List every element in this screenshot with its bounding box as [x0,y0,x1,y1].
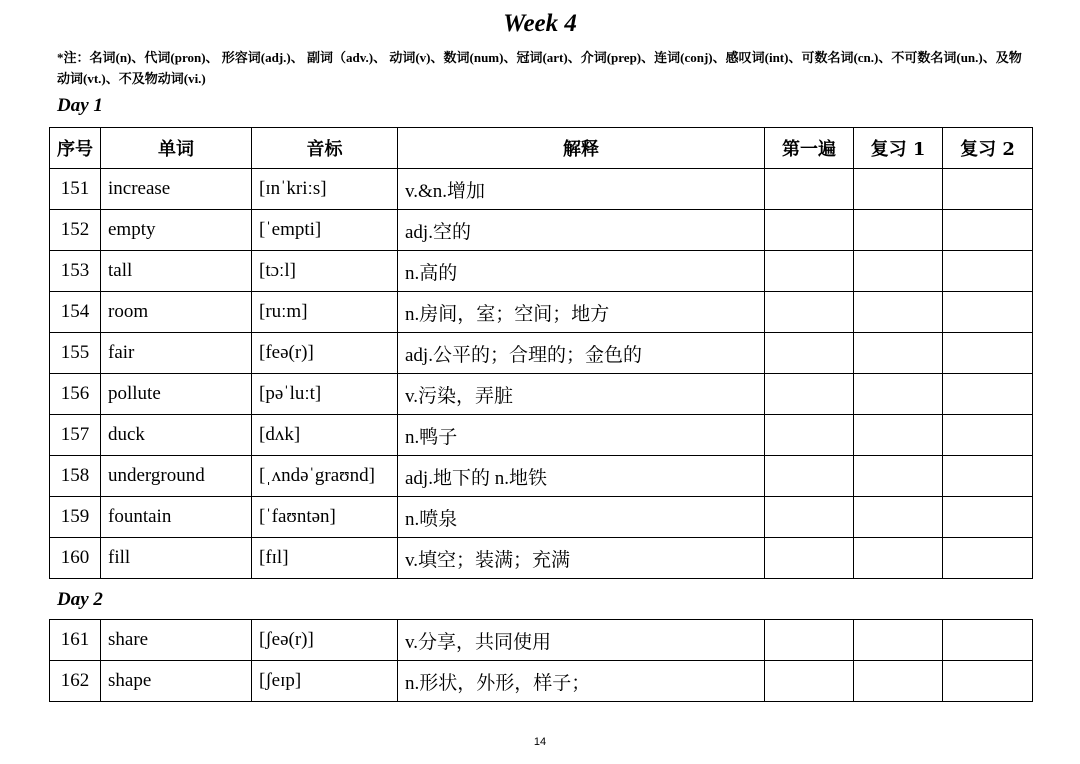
review-1-cell [854,210,943,251]
review-2-cell [943,210,1033,251]
review-2-cell [943,333,1033,374]
word-text: underground [101,456,252,497]
word-number: 154 [50,292,101,333]
word-meaning: n.鸭子 [398,415,765,456]
first-pass-cell [765,538,854,579]
col-header-phonetic: 音标 [252,128,398,169]
table-header-row [50,128,1033,169]
word-text: pollute [101,374,252,415]
day-2-heading: Day 2 [57,589,103,610]
first-pass-cell [765,374,854,415]
table-row [50,292,1033,333]
review-1-cell [854,251,943,292]
word-text: room [101,292,252,333]
table-row [50,415,1033,456]
word-text: tall [101,251,252,292]
word-text: duck [101,415,252,456]
word-meaning: adj.空的 [398,210,765,251]
word-phonetic: [pəˈluːt] [252,374,398,415]
word-phonetic: [ˈempti] [252,210,398,251]
day-1-heading: Day 1 [57,95,103,116]
table-row [50,538,1033,579]
col-header-word: 单词 [101,128,252,169]
word-text: share [101,620,252,661]
word-meaning: adj.地下的 n.地铁 [398,456,765,497]
review-2-cell [943,456,1033,497]
word-phonetic: [ʃeə(r)] [252,620,398,661]
first-pass-cell [765,169,854,210]
word-meaning: adj.公平的；合理的；金色的 [398,333,765,374]
col-header-first: 第一遍 [765,128,854,169]
review-1-cell [854,620,943,661]
word-number: 159 [50,497,101,538]
first-pass-cell [765,456,854,497]
table-row [50,620,1033,661]
word-number: 162 [50,661,101,702]
word-number: 155 [50,333,101,374]
first-pass-cell [765,210,854,251]
day-2-vocab-table [49,619,1033,702]
word-text: increase [101,169,252,210]
first-pass-cell [765,415,854,456]
word-number: 158 [50,456,101,497]
word-phonetic: [ʃeɪp] [252,661,398,702]
review-2-cell [943,292,1033,333]
review-1-cell [854,169,943,210]
review-1-cell [854,415,943,456]
word-meaning: n.喷泉 [398,497,765,538]
table-row [50,374,1033,415]
table-row [50,169,1033,210]
word-meaning: v.&n.增加 [398,169,765,210]
word-text: shape [101,661,252,702]
review-2-cell [943,415,1033,456]
word-meaning: v.污染，弄脏 [398,374,765,415]
col-header-num: 序号 [50,128,101,169]
word-number: 152 [50,210,101,251]
table-row [50,661,1033,702]
word-number: 157 [50,415,101,456]
word-number: 153 [50,251,101,292]
table-row [50,251,1033,292]
first-pass-cell [765,292,854,333]
word-number: 160 [50,538,101,579]
word-text: fill [101,538,252,579]
word-meaning: v.填空；装满；充满 [398,538,765,579]
word-phonetic: [feə(r)] [252,333,398,374]
table-row [50,210,1033,251]
word-number: 161 [50,620,101,661]
table-row [50,497,1033,538]
word-phonetic: [ˌʌndəˈgraʊnd] [252,456,398,497]
review-2-cell [943,374,1033,415]
word-number: 156 [50,374,101,415]
first-pass-cell [765,497,854,538]
word-phonetic: [fɪl] [252,538,398,579]
page-number: 14 [533,736,547,748]
first-pass-cell [765,333,854,374]
word-phonetic: [ˈfaʊntən] [252,497,398,538]
table-row [50,333,1033,374]
review-2-cell [943,251,1033,292]
page-title: Week 4 [503,10,577,37]
review-2-cell [943,497,1033,538]
review-2-cell [943,661,1033,702]
review-1-cell [854,374,943,415]
word-meaning: n.高的 [398,251,765,292]
word-text: empty [101,210,252,251]
review-2-cell [943,620,1033,661]
first-pass-cell [765,620,854,661]
word-meaning: n.房间，室；空间；地方 [398,292,765,333]
table-row [50,456,1033,497]
review-1-cell [854,456,943,497]
review-2-cell [943,169,1033,210]
part-of-speech-note: *注：名词(n)、代词(pron)、 形容词(adj.)、 副词（adv.)、 动词(v)、数词(num)、冠词(art)、介词(prep)、连词(conj)、感叹词(int)、可数名词(cn.)、不可数名词(un.)、及物动词(vt.)、不及物动词(vi.) [57,50,1022,86]
col-header-review2: 复习 2 [943,128,1033,169]
word-text: fountain [101,497,252,538]
word-phonetic: [dʌk] [252,415,398,456]
word-meaning: n.形状，外形，样子； [398,661,765,702]
review-1-cell [854,497,943,538]
word-number: 151 [50,169,101,210]
day-1-vocab-table [49,127,1033,579]
review-1-cell [854,661,943,702]
col-header-review1: 复习 1 [854,128,943,169]
review-2-cell [943,538,1033,579]
word-text: fair [101,333,252,374]
col-header-meaning: 解释 [398,128,765,169]
review-1-cell [854,333,943,374]
word-meaning: v.分享，共同使用 [398,620,765,661]
first-pass-cell [765,661,854,702]
word-phonetic: [ruːm] [252,292,398,333]
review-1-cell [854,292,943,333]
first-pass-cell [765,251,854,292]
word-phonetic: [tɔːl] [252,251,398,292]
review-1-cell [854,538,943,579]
word-phonetic: [ɪnˈkriːs] [252,169,398,210]
